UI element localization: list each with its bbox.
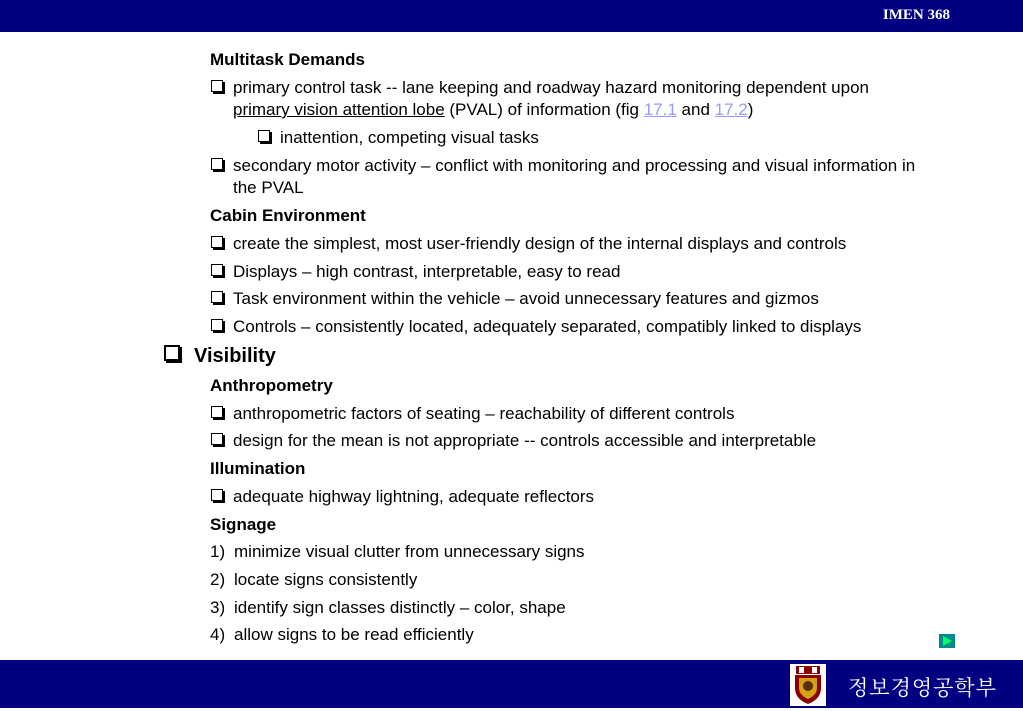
checkbox-bullet-icon bbox=[211, 489, 223, 501]
anthropometry-item: anthropometric factors of seating – reachability of different controls bbox=[211, 403, 734, 425]
anthropometry-item: design for the mean is not appropriate -- controls accessible and interpretable bbox=[211, 430, 816, 452]
university-logo bbox=[790, 664, 826, 706]
shield-crest-icon bbox=[790, 664, 826, 706]
signage-item: 4) allow signs to be read efficiently bbox=[210, 625, 474, 644]
bullet-primary-control: primary control task -- lane keeping and roadway hazard monitoring dependent upon bbox=[211, 77, 869, 99]
sub-bullet-inattention: inattention, competing visual tasks bbox=[258, 127, 539, 149]
checkbox-bullet-icon bbox=[211, 291, 223, 303]
signage-item: 2) locate signs consistently bbox=[210, 570, 418, 589]
illumination-heading: Illumination bbox=[210, 459, 306, 478]
anthropometry-heading: Anthropometry bbox=[210, 376, 333, 395]
visibility-heading: Visibility bbox=[164, 345, 276, 367]
cabin-item: Displays – high contrast, interpretable, easy to read bbox=[211, 261, 620, 283]
bullet-primary-control-cont: primary vision attention lobe (PVAL) of information (fig 17.1 and 17.2) bbox=[233, 100, 754, 119]
checkbox-bullet-icon bbox=[211, 406, 223, 418]
checkbox-bullet-icon bbox=[211, 236, 223, 248]
signage-item: 3) identify sign classes distinctly – color, shape bbox=[210, 598, 566, 617]
cabin-heading: Cabin Environment bbox=[210, 206, 366, 225]
course-code: IMEN 368 bbox=[882, 7, 950, 23]
signage-item: 1) minimize visual clutter from unnecessary signs bbox=[210, 542, 585, 561]
checkbox-bullet-icon bbox=[211, 264, 223, 276]
cabin-item: Task environment within the vehicle – avoid unnecessary features and gizmos bbox=[211, 288, 819, 310]
pval-term: primary vision attention lobe bbox=[233, 100, 445, 119]
bullet-secondary-motor-cont: the PVAL bbox=[233, 178, 304, 197]
multitask-heading: Multitask Demands bbox=[210, 50, 365, 69]
bullet-secondary-motor: secondary motor activity – conflict with monitoring and processing and visual information in bbox=[211, 155, 915, 177]
illumination-item: adequate highway lightning, adequate reflectors bbox=[211, 486, 594, 508]
fig-17-2-link[interactable]: 17.2 bbox=[714, 100, 748, 119]
next-slide-button[interactable] bbox=[939, 634, 955, 648]
department-name: 정보경영공학부 bbox=[848, 676, 998, 700]
checkbox-bullet-icon bbox=[258, 130, 270, 142]
checkbox-bullet-icon bbox=[211, 158, 223, 170]
cabin-item: create the simplest, most user-friendly design of the internal displays and controls bbox=[211, 233, 846, 255]
checkbox-bullet-icon bbox=[211, 433, 223, 445]
fig-17-1-link[interactable]: 17.1 bbox=[643, 100, 677, 119]
checkbox-bullet-icon bbox=[211, 80, 223, 92]
footer-bar bbox=[0, 660, 1023, 708]
signage-heading: Signage bbox=[210, 515, 277, 534]
checkbox-bullet-icon bbox=[211, 319, 223, 331]
checkbox-bullet-icon bbox=[164, 345, 180, 361]
cabin-item: Controls – consistently located, adequately separated, compatibly linked to displays bbox=[211, 316, 861, 338]
